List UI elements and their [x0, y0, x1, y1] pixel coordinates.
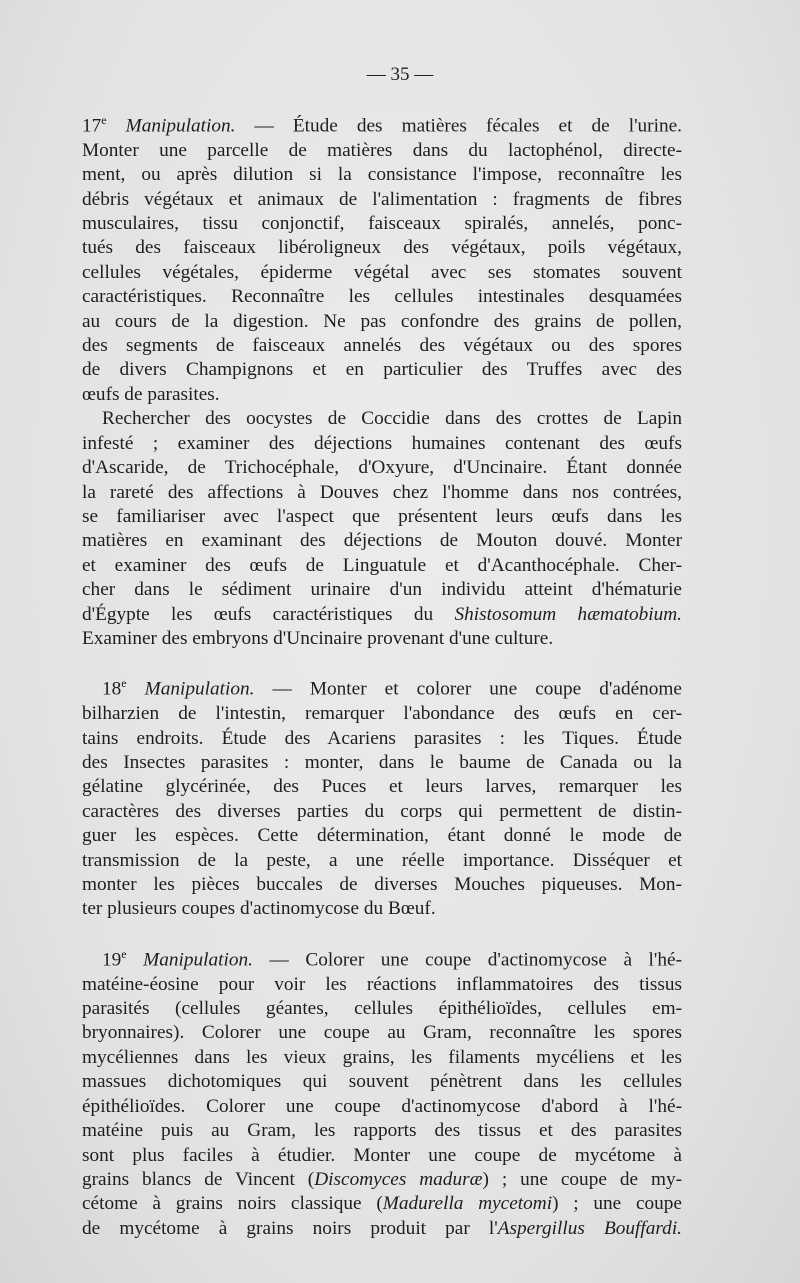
ordinal: 18: [102, 678, 122, 700]
text-line: mycéliennes dans les vieux grains, les filaments mycéliens et les: [82, 1046, 682, 1068]
ordinal-suffix: e: [121, 676, 127, 691]
text-line: gélatine glycérinée, des Puces et leurs larves, remarquer les: [82, 776, 682, 798]
text-line: épithélioïdes. Colorer une coupe d'actinomycose d'abord à l'hé-: [82, 1095, 682, 1117]
text-line: des Insectes parasites : monter, dans le baume de Canada ou la: [82, 752, 682, 773]
text-line: Examiner des embryons d'Uncinaire provenant d'une culture.: [82, 627, 554, 649]
text-line: 17e Manipulation. — Étude des matières fécales et de l'urine.: [82, 113, 682, 137]
text-line: musculaires, tissu conjonctif, faisceaux spiralés, annelés, ponc-: [82, 213, 682, 235]
paragraph-p18: [82, 671, 682, 921]
text-line: de mycétome à grains noirs produit par l'Aspergillus Bouffardi.: [82, 1217, 682, 1239]
species-name: Aspergillus Bouffardi.: [497, 1217, 682, 1239]
text-line: sont plus faciles à étudier. Monter une coupe de mycétome à: [82, 1144, 682, 1166]
text-line: grains blancs de Vincent (Discomyces maduræ) ; une coupe de my-: [82, 1168, 683, 1190]
text-line: cétome à grains noirs classique (Madurella mycetomi) ; une coupe: [82, 1193, 682, 1215]
text-line: tains endroits. Étude des Acariens parasites : les Tiques. Étude: [82, 727, 682, 749]
ordinal: 19: [102, 949, 122, 971]
paragraph-p17b: [82, 407, 682, 651]
text-line: ment, ou après dilution si la consistance l'impose, reconnaître les: [82, 164, 682, 186]
text-line: Rechercher des oocystes de Coccidie dans des crottes de Lapin: [102, 408, 682, 430]
manipulation-heading: Manipulation.: [143, 949, 253, 971]
text-line: de divers Champignons et en particulier des Truffes avec des: [82, 359, 682, 381]
text-line: 19e Manipulation. — Colorer une coupe d'actinomycose à l'hé-: [102, 946, 682, 971]
text-line: parasités (cellules géantes, cellules épithélioïdes, cellules em-: [82, 998, 682, 1020]
manipulation-heading: Manipulation.: [144, 678, 255, 700]
text-line: transmission de la peste, a une réelle importance. Disséquer et: [82, 849, 682, 871]
text-line: Monter une parcelle de matières dans du lactophénol, directe-: [82, 139, 682, 161]
species-name: Shistosomum hæmatobium.: [454, 603, 682, 625]
text-line: et examiner des œufs de Linguatule et d'Acanthocéphale. Cher-: [82, 554, 682, 576]
species-name: Madurella mycetomi: [382, 1193, 553, 1215]
text-line: caractéristiques. Reconnaître les cellules intestinales desquamées: [82, 286, 682, 308]
text-line: bilharzien de l'intestin, remarquer l'abondance des œufs en cer-: [82, 703, 682, 725]
text-line: monter les pièces buccales de diverses Mouches piqueuses. Mon-: [82, 874, 682, 896]
manipulation-heading: Manipulation.: [125, 115, 236, 137]
text-line: d'Égypte les œufs caractéristiques du Shistosomum hæmatobium.: [82, 603, 682, 625]
body-text: [82, 108, 682, 1241]
text-line: tués des faisceaux libéroligneux des végétaux, poils végétaux,: [82, 237, 682, 259]
text-line: infesté ; examiner des déjections humaines contenant des œufs: [82, 432, 682, 454]
text-line: matéine-éosine pour voir les réactions inflammatoires des tissus: [82, 973, 682, 995]
paragraph-p19: [82, 942, 682, 1241]
ordinal-suffix: e: [101, 113, 107, 127]
paragraph-p17: [82, 108, 682, 407]
text-line: débris végétaux et animaux de l'alimentation : fragments de fibres: [82, 188, 682, 210]
text-line: matéine puis au Gram, les rapports des tissus et des parasites: [82, 1120, 682, 1142]
text-line: la rareté des affections à Douves chez l'homme dans nos contrées,: [82, 481, 682, 503]
text-line: guer les espèces. Cette détermination, étant donné le mode de: [82, 825, 682, 847]
text-line: 18e Manipulation. — Monter et colorer une coupe d'adénome: [102, 676, 682, 700]
text-line: matières en examinant des déjections de Mouton douvé. Monter: [82, 530, 682, 552]
text-line: ter plusieurs coupes d'actinomycose du Bœuf.: [82, 898, 436, 920]
text-line: se familiariser avec l'aspect que présentent leurs œufs dans les: [82, 505, 682, 527]
text-line: d'Ascaride, de Trichocéphale, d'Oxyure, d'Uncinaire. Étant donnée: [82, 457, 682, 479]
text-line: massues dichotomiques qui souvent pénètrent dans les cellules: [82, 1071, 682, 1093]
page-number: — 35 —: [366, 64, 434, 85]
ordinal-suffix: e: [121, 946, 127, 961]
text-line: caractères des diverses parties du corps qui permettent de distin-: [82, 800, 682, 822]
text-line: bryonnaires). Colorer une coupe au Gram, reconnaître les spores: [82, 1022, 682, 1044]
text-line: cellules végétales, épiderme végétal avec ses stomates souvent: [82, 261, 682, 283]
text-line: au cours de la digestion. Ne pas confondre des grains de pollen,: [82, 310, 682, 332]
text-line: des segments de faisceaux annelés des végétaux ou des spores: [82, 335, 682, 357]
species-name: Discomyces maduræ: [314, 1168, 483, 1190]
text-line: œufs de parasites.: [82, 383, 220, 405]
ordinal: 17: [82, 115, 102, 137]
text-line: cher dans le sédiment urinaire d'un individu atteint d'hématurie: [82, 579, 682, 601]
